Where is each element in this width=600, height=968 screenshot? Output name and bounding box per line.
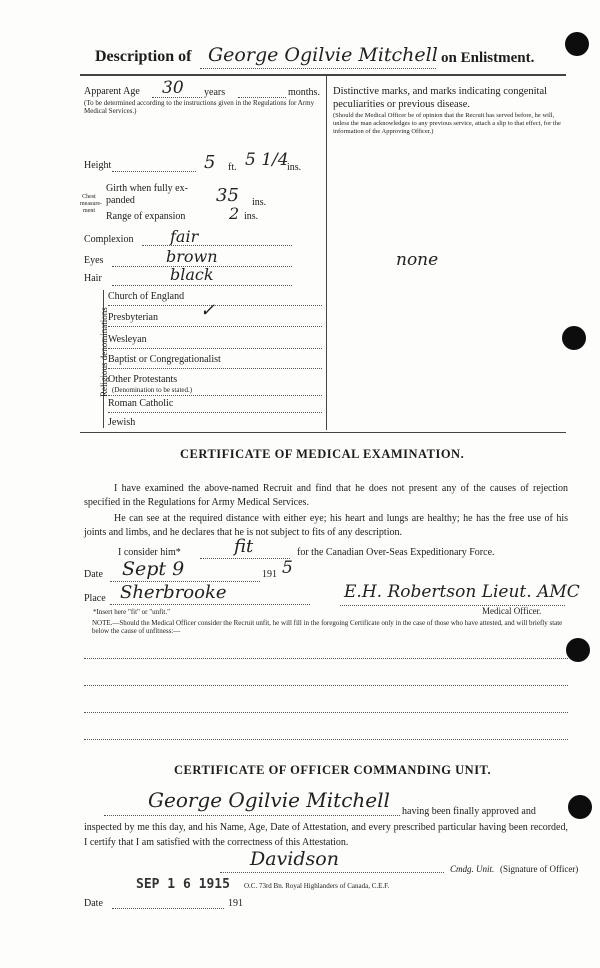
consider-line: [200, 558, 290, 559]
stamp-unit: O.C. 73rd Bn. Royal Highlanders of Canada, C.E.F.: [244, 882, 390, 890]
date-year-pre: 191: [262, 569, 277, 580]
medical-title: CERTIFICATE OF MEDICAL EXAMINATION.: [180, 447, 465, 461]
age-months: months.: [288, 87, 320, 98]
column-divider: [326, 76, 327, 430]
religion-mark: ✓: [200, 300, 216, 321]
blank-line: [84, 685, 568, 686]
place-value: Sherbrooke: [120, 582, 227, 603]
religion-item: Jewish: [108, 417, 136, 428]
header-name-line: [200, 68, 436, 69]
officer-text2: inspected by me this day, and his Name, Age, Date of Attestation, and every prescribed particular having been recorded, I certify that I am satisfied with the correctness of this Attestation.: [84, 822, 568, 848]
officer-date-line: [112, 908, 224, 909]
girth-value: 35: [216, 185, 239, 206]
hair-line: [112, 285, 292, 286]
marks-note: (Should the Medical Officer be of opinion that the Recruit has served before, he will, unless the man acknowledges to any previous service, attach a slip to that effect, for the information of the Approving Officer.): [333, 112, 561, 135]
officer-name-line: [104, 815, 400, 816]
height-ft: ft.: [228, 162, 237, 173]
punch-hole-3: [566, 638, 590, 662]
blank-line: [84, 712, 568, 713]
age-units: years: [204, 87, 226, 98]
officer-signature-line: [220, 872, 444, 873]
eyes-label: Eyes: [84, 255, 104, 266]
height-ft-value: 5: [204, 152, 216, 173]
girth-label: Girth when fully ex-panded: [106, 183, 188, 206]
age-months-line: [238, 97, 286, 98]
age-value: 30: [162, 78, 184, 98]
complexion-line: [142, 245, 292, 246]
medical-footnote: *Insert here "fit" or "unfit.": [93, 608, 170, 616]
officer-title: CERTIFICATE OF OFFICER COMMANDING UNIT.: [174, 763, 492, 777]
religion-line-2: [108, 326, 322, 327]
punch-hole-4: [568, 795, 592, 819]
religion-note: (Denomination to be stated.): [112, 386, 193, 394]
date-stamp: SEP 1 6 1915: [136, 877, 230, 892]
religion-line-4: [108, 368, 322, 369]
height-in-value: 5 1/4: [245, 150, 289, 170]
header-right: on Enlistment.: [441, 50, 535, 66]
frame-top: [80, 74, 566, 76]
age-label: Apparent Age: [84, 86, 140, 97]
medical-signature: E.H. Robertson Lieut. AMC: [344, 582, 580, 602]
marks-value: none: [396, 250, 439, 270]
medical-officer-label: Medical Officer.: [482, 606, 542, 616]
height-line: [112, 171, 196, 172]
officer-signature: Davidson: [250, 848, 339, 870]
officer-date-label: Date: [84, 898, 103, 909]
height-label: Height: [84, 160, 112, 171]
blank-line: [84, 739, 568, 740]
religion-item: Roman Catholic: [108, 398, 174, 409]
religion-item: Other Protestants: [108, 374, 178, 385]
date-label: Date: [84, 569, 103, 580]
header-left: Description of: [95, 48, 192, 65]
officer-cmdg: Cmdg. Unit.: [450, 864, 495, 874]
medical-para1: I have examined the above-named Recruit and find that he does not present any of the causes of rejection specified in the Regulations for Army Medical Services.: [84, 483, 568, 508]
religion-item: Church of England: [108, 291, 185, 302]
religion-item: Presbyterian: [108, 312, 158, 323]
blank-line: [84, 658, 568, 659]
age-note: (To be determined according to the instructions given in the Regulations for Army Medical Services.): [84, 99, 315, 115]
officer-sig-label: (Signature of Officer): [500, 864, 579, 874]
religion-line-3: [108, 348, 322, 349]
age-line: [152, 97, 202, 98]
officer-recruit-name: George Ogilvie Mitchell: [148, 788, 390, 812]
hair-value: black: [170, 265, 214, 284]
religion-line-5: [108, 395, 322, 396]
officer-text1: having been finally approved and: [402, 806, 536, 817]
chest-side-label: Chest measure-ment: [80, 194, 102, 214]
range-units: ins.: [244, 211, 259, 222]
religion-item: Wesleyan: [108, 334, 147, 345]
range-value: 2: [229, 204, 240, 223]
consider-pre: I consider him*: [118, 547, 181, 558]
religion-line-6: [108, 412, 322, 413]
complexion-value: fair: [170, 227, 199, 246]
consider-value: fit: [234, 536, 254, 557]
officer-date-year: 191: [228, 898, 243, 909]
marks-heading: Distinctive marks, and marks indicating congenital peculiarities or previous disease.: [333, 86, 548, 110]
punch-hole-2: [562, 326, 586, 350]
medical-note: NOTE.—Should the Medical Officer consider the Recruit unfit, he will fill in the foregoing Certificate only in the case of those who have attested, and will briefly state below the cause of unfitness:—: [92, 619, 563, 635]
place-line: [110, 604, 310, 605]
recruit-name: George Ogilvie Mitchell: [208, 44, 438, 66]
date-value: Sept 9: [122, 558, 185, 580]
religion-side-label: Religious denominations: [99, 307, 109, 397]
medical-para2: He can see at the required distance with either eye; his heart and lungs are healthy; he has the free use of his joints and limbs, and he declares that he is not subject to fits of any description.: [84, 513, 568, 538]
place-label: Place: [84, 593, 106, 604]
section-divider: [80, 432, 566, 433]
date-year-value: 5: [282, 558, 293, 578]
girth-units: ins.: [252, 197, 267, 208]
hair-label: Hair: [84, 273, 102, 284]
eyes-value: brown: [166, 247, 218, 266]
religion-item: Baptist or Congregationalist: [108, 354, 221, 365]
range-label: Range of expansion: [106, 211, 186, 222]
punch-hole-1: [565, 32, 589, 56]
consider-post: for the Canadian Over-Seas Expeditionary Force.: [297, 547, 495, 558]
height-ins: ins.: [287, 162, 302, 173]
complexion-label: Complexion: [84, 234, 134, 245]
